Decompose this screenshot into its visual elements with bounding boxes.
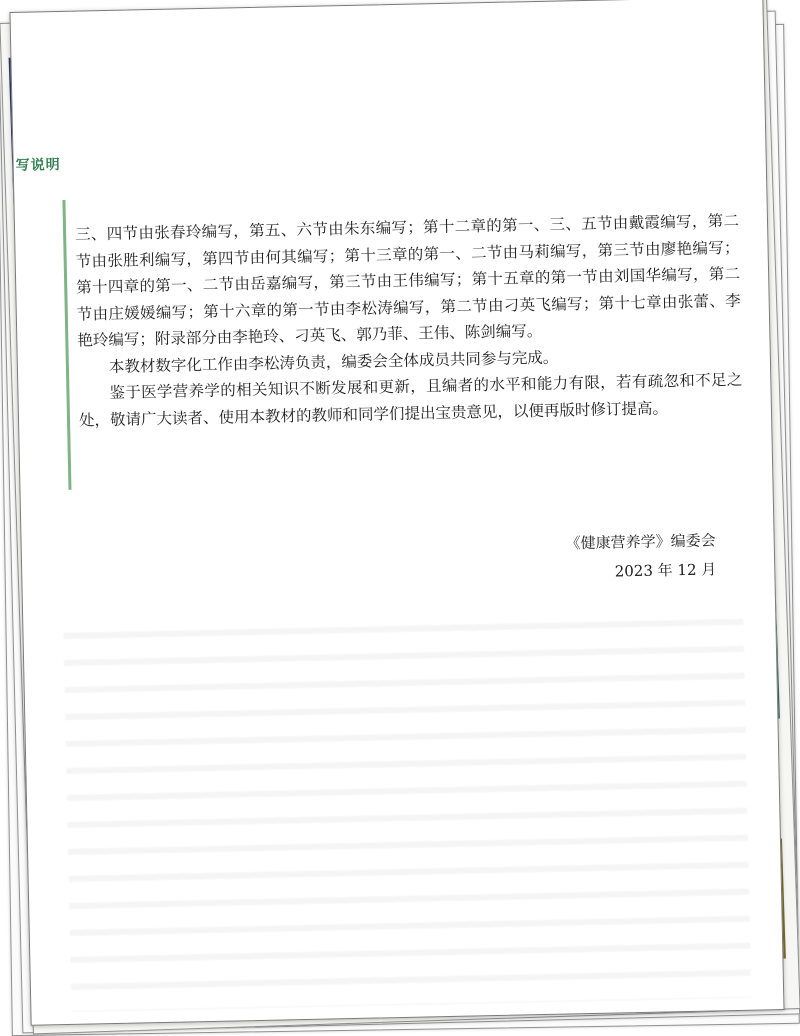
committee-name: 《健康营养学》编委会: [565, 531, 716, 553]
paragraph-feedback: 鉴于医学营养学的相关知识不断发展和更新，且编者的水平和能力有限，若有疏忽和不足之处，敬请广大读者、使用本教材的教师和同学们提出宝贵意见，以便再版时修订提高。: [78, 370, 743, 430]
bleed-through-texture: [63, 598, 751, 1012]
paragraph-editors: 三、四节由张春玲编写，第五、六节由朱东编写；第十二章的第一、三、五节由戴霞编写，第二节由张胜利编写，第四节由何其编写；第十三章的第一、二节由马莉编写，第三节由廖艳编写；第十四章的第一、二节由岳嘉编写，第三节由王伟编写；第十五章的第一节由刘国华编写，第二节由庄媛媛编写；第十六章的第一节由李松涛编写，第二节由刁英飞编写；第十七章由张蕾、李艳玲编写；附录部分由李艳玲、刁英飞、郭乃菲、王伟、陈剑编写。: [74, 211, 741, 350]
document-page: [9, 0, 784, 1026]
section-tab-label: 写说明: [15, 156, 61, 174]
margin-rule: [62, 200, 71, 490]
signature-block: [565, 526, 716, 587]
body-text: [75, 208, 743, 434]
paragraph-digital: 本教材数字化工作由李松涛负责，编委会全体成员共同参与完成。: [108, 348, 559, 376]
signature-date: 2023 年 12 月: [614, 560, 717, 581]
